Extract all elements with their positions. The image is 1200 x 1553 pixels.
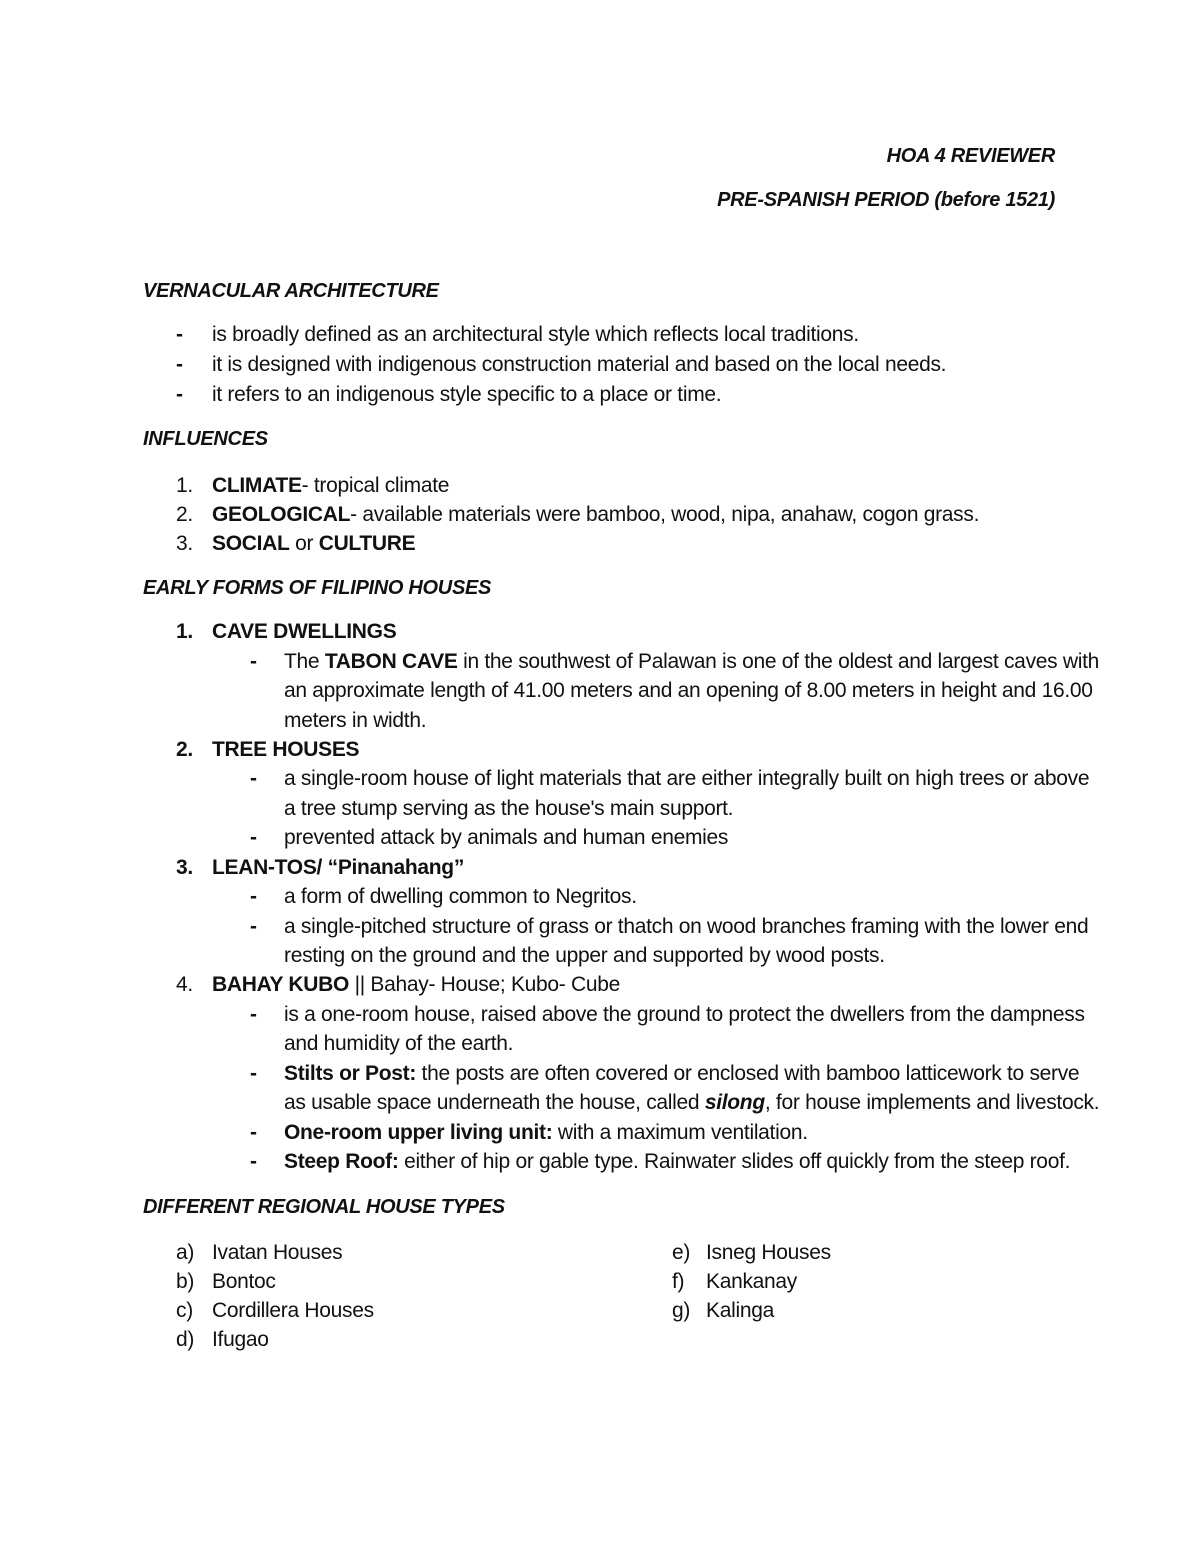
list-item: CLIMATE- tropical climate — [212, 474, 450, 497]
influence-term: SOCIAL — [212, 532, 290, 555]
tree-bullet-line: a single-room house of light materials that are either integrally built on high trees or above — [284, 767, 1090, 790]
list-letter: d) — [176, 1328, 195, 1351]
dash-marker: - — [176, 383, 183, 406]
list-item: Isneg Houses — [706, 1241, 831, 1264]
vernacular-bullet: is broadly defined as an architectural style which reflects local traditions. — [212, 323, 859, 346]
list-item: Ifugao — [212, 1328, 269, 1351]
list-item: Bontoc — [212, 1270, 276, 1293]
kubo-bullet-line: Steep Roof: either of hip or gable type. Rainwater slides off quickly from the steep roof. — [284, 1150, 1071, 1173]
kubo-bullet-line: Stilts or Post: the posts are often covered or enclosed with bamboo latticework to serve — [284, 1062, 1080, 1085]
list-letter: a) — [176, 1241, 195, 1264]
bahay-kubo-title: BAHAY KUBO || Bahay- House; Kubo- Cube — [212, 973, 621, 996]
early-forms-heading: EARLY FORMS OF FILIPINO HOUSES — [143, 577, 492, 599]
influences-heading: INFLUENCES — [143, 428, 268, 450]
vernacular-bullet: it refers to an indigenous style specific to a place or time. — [212, 383, 722, 406]
cave-bullet-line: The TABON CAVE in the southwest of Palawan is one of the oldest and largest caves with — [284, 650, 1100, 673]
list-item: SOCIAL or CULTURE — [212, 532, 416, 555]
cave-bullet-line: meters in width. — [284, 709, 427, 732]
list-letter: b) — [176, 1270, 195, 1293]
dash-marker: - — [250, 1062, 257, 1085]
lean-tos-title: LEAN-TOS/ “Pinanahang” — [212, 856, 465, 879]
silong-term: silong — [704, 1091, 765, 1114]
list-number: 1. — [176, 620, 193, 643]
dash-marker: - — [176, 323, 183, 346]
cave-dwellings-title: CAVE DWELLINGS — [212, 620, 397, 643]
list-item: Ivatan Houses — [212, 1241, 343, 1264]
dash-marker: - — [250, 915, 257, 938]
list-number: 2. — [176, 503, 193, 526]
tree-bullet-line: prevented attack by animals and human enemies — [284, 826, 729, 849]
lean-bullet-line: resting on the ground and the upper and supported by wood posts. — [284, 944, 885, 967]
list-letter: g) — [672, 1299, 691, 1322]
list-letter: e) — [672, 1241, 691, 1264]
list-item: Kankanay — [706, 1270, 798, 1293]
lean-bullet-line: a single-pitched structure of grass or thatch on wood branches framing with the lower end — [284, 915, 1089, 938]
dash-marker: - — [250, 826, 257, 849]
list-item: Kalinga — [706, 1299, 774, 1322]
list-number: 3. — [176, 532, 193, 555]
influence-term: CLIMATE — [212, 474, 302, 497]
list-item: Cordillera Houses — [212, 1299, 374, 1322]
period-subtitle: PRE-SPANISH PERIOD (before 1521) — [717, 189, 1055, 211]
list-item: GEOLOGICAL- available materials were bamboo, wood, nipa, anahaw, cogon grass. — [212, 503, 980, 526]
influence-term: CULTURE — [318, 532, 416, 555]
list-number: 1. — [176, 474, 193, 497]
dash-marker: - — [250, 1121, 257, 1144]
kubo-bullet-line: and humidity of the earth. — [284, 1032, 514, 1055]
cave-bullet-line: an approximate length of 41.00 meters and an opening of 8.00 meters in height and 16.00 — [284, 679, 1093, 702]
dash-marker: - — [250, 1150, 257, 1173]
dash-marker: - — [250, 767, 257, 790]
dash-marker: - — [176, 353, 183, 376]
tree-bullet-line: a tree stump serving as the house's main support. — [284, 797, 734, 820]
lean-bullet-line: a form of dwelling common to Negritos. — [284, 885, 637, 908]
list-number: 2. — [176, 738, 193, 761]
regional-heading: DIFFERENT REGIONAL HOUSE TYPES — [143, 1196, 505, 1218]
tree-houses-title: TREE HOUSES — [212, 738, 360, 761]
dash-marker: - — [250, 650, 257, 673]
dash-marker: - — [250, 1003, 257, 1026]
list-letter: f) — [672, 1270, 685, 1293]
kubo-bullet-line: as usable space underneath the house, called silong, for house implements and livestock. — [284, 1091, 1100, 1114]
list-letter: c) — [176, 1299, 193, 1322]
dash-marker: - — [250, 885, 257, 908]
kubo-bullet-line: is a one-room house, raised above the ground to protect the dwellers from the dampness — [284, 1003, 1085, 1026]
list-number: 4. — [176, 973, 193, 996]
document-title: HOA 4 REVIEWER — [886, 145, 1055, 167]
vernacular-bullet: it is designed with indigenous construction material and based on the local needs. — [212, 353, 947, 376]
vernacular-heading: VERNACULAR ARCHITECTURE — [143, 280, 439, 302]
influence-term: GEOLOGICAL — [212, 503, 351, 526]
list-number: 3. — [176, 856, 193, 879]
kubo-bullet-line: One-room upper living unit: with a maximum ventilation. — [284, 1121, 808, 1144]
